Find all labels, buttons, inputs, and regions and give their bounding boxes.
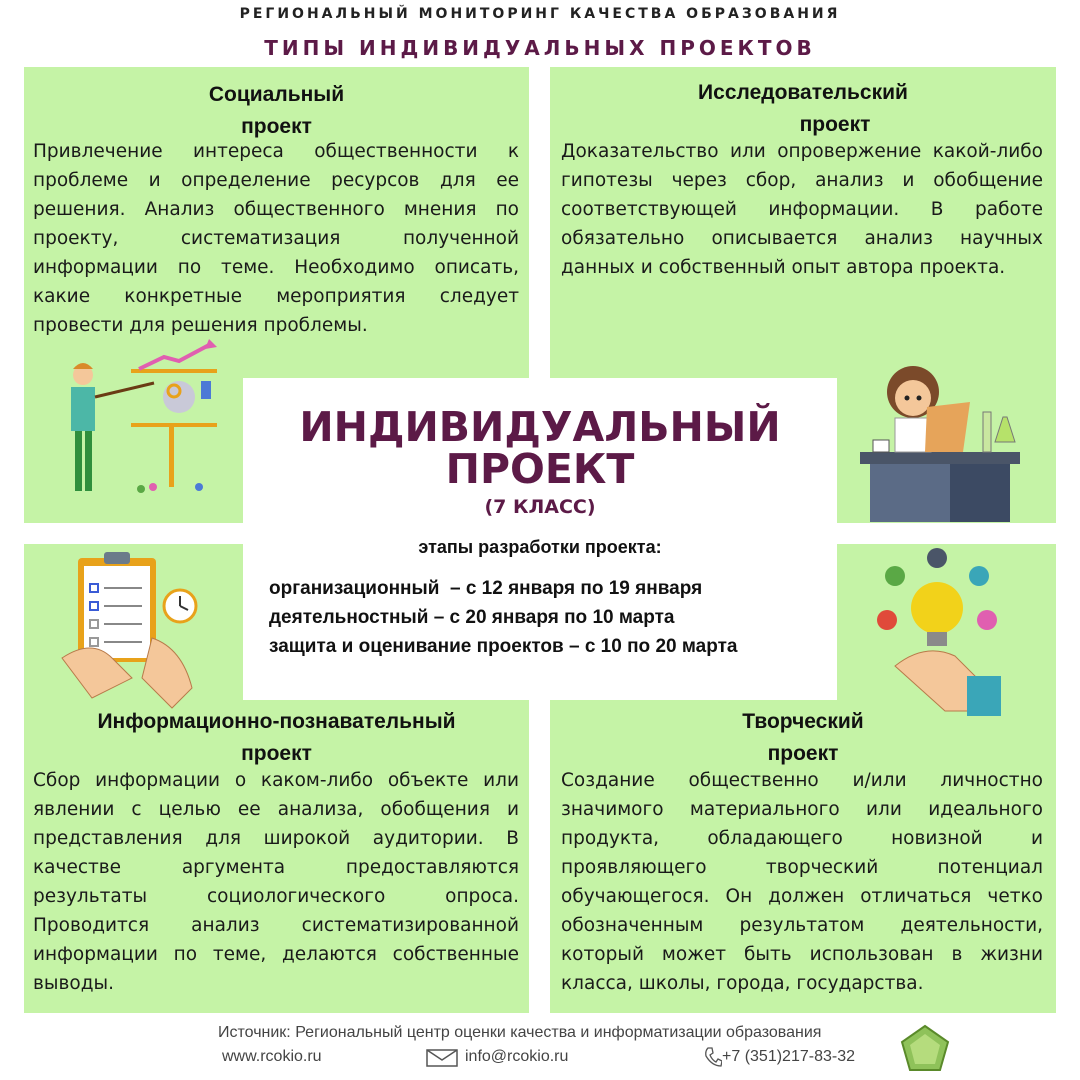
creative-project-title: Творческий проект [742,710,864,765]
social-project-text: Привлечение интереса общественности к проблеме и определение ресурсов для ее решения. Анализ общественного мнения по проекту, систематизация полученной информации по теме. Необходимо описать, какие конкретные мероприятия следует провести для решения проблемы. [33,141,519,336]
page-title: ТИПЫ ИНДИВИДУАЛЬНЫХ ПРОЕКТОВ [264,36,816,60]
stage-item: деятельностный – с 20 января по 10 марта [269,607,675,628]
info-project-text: Сбор информации о каком-либо объекте или явлении с целью ее анализа, обобщения и представления для широкой аудитории. В качестве аргумента предоставляются результаты социологического опроса. Проводится анализ систематизированной информации по теме, делаются собственные выводы. [33,770,519,994]
scientist-laptop-icon [855,362,1030,522]
stage-item: защита и оценивание проектов – с 10 по 20 марта [269,636,738,657]
rcokio-logo-icon [900,1024,950,1074]
teacher-presentation-icon [49,339,229,509]
stages-label: этапы разработки проекта: [418,537,662,557]
info-project-title: Информационно-познавательный проект [97,710,456,765]
footer-email-link[interactable]: info@rcokio.ru [465,1048,569,1065]
lightbulb-hand-icon [875,546,1005,716]
social-project-title: Социальный проект [208,83,345,138]
center-title: ИНДИВИДУАЛЬНЫЙ ПРОЕКТ [299,403,781,493]
grade-label: (7 КЛАСС) [484,496,596,518]
center-card [243,378,837,700]
footer-phone: +7 (351)217-83-32 [722,1048,855,1065]
creative-project-text: Создание общественно и/или личностно значимого материального или идеального продукта, обладающего новизной и проявляющего творческий потенциал обучающегося. Он должен отличаться четко обозначенным результатом деятельности, который может быть использован в жизни класса, школы, города, государства. [561,770,1043,994]
research-project-text: Доказательство или опровержение какой-либо гипотезы через сбор, анализ и обобщение соответствующей информации. В работе обязательно описывается анализ научных данных и собственный опыт автора проекта. [561,141,1043,278]
clipboard-checklist-icon [52,548,232,713]
footer-source: Источник: Региональный центр оценки качества и информатизации образования [218,1024,822,1041]
footer-site-link[interactable]: www.rcokio.ru [222,1048,322,1065]
stage-item: организационный – с 12 января по 19 января [269,578,703,599]
stages-list [269,574,737,661]
mail-icon [426,1049,458,1067]
header-organization: РЕГИОНАЛЬНЫЙ МОНИТОРИНГ КАЧЕСТВА ОБРАЗОВАНИЯ [239,6,841,22]
phone-icon [704,1046,722,1068]
research-project-title: Исследовательский проект [698,81,908,136]
